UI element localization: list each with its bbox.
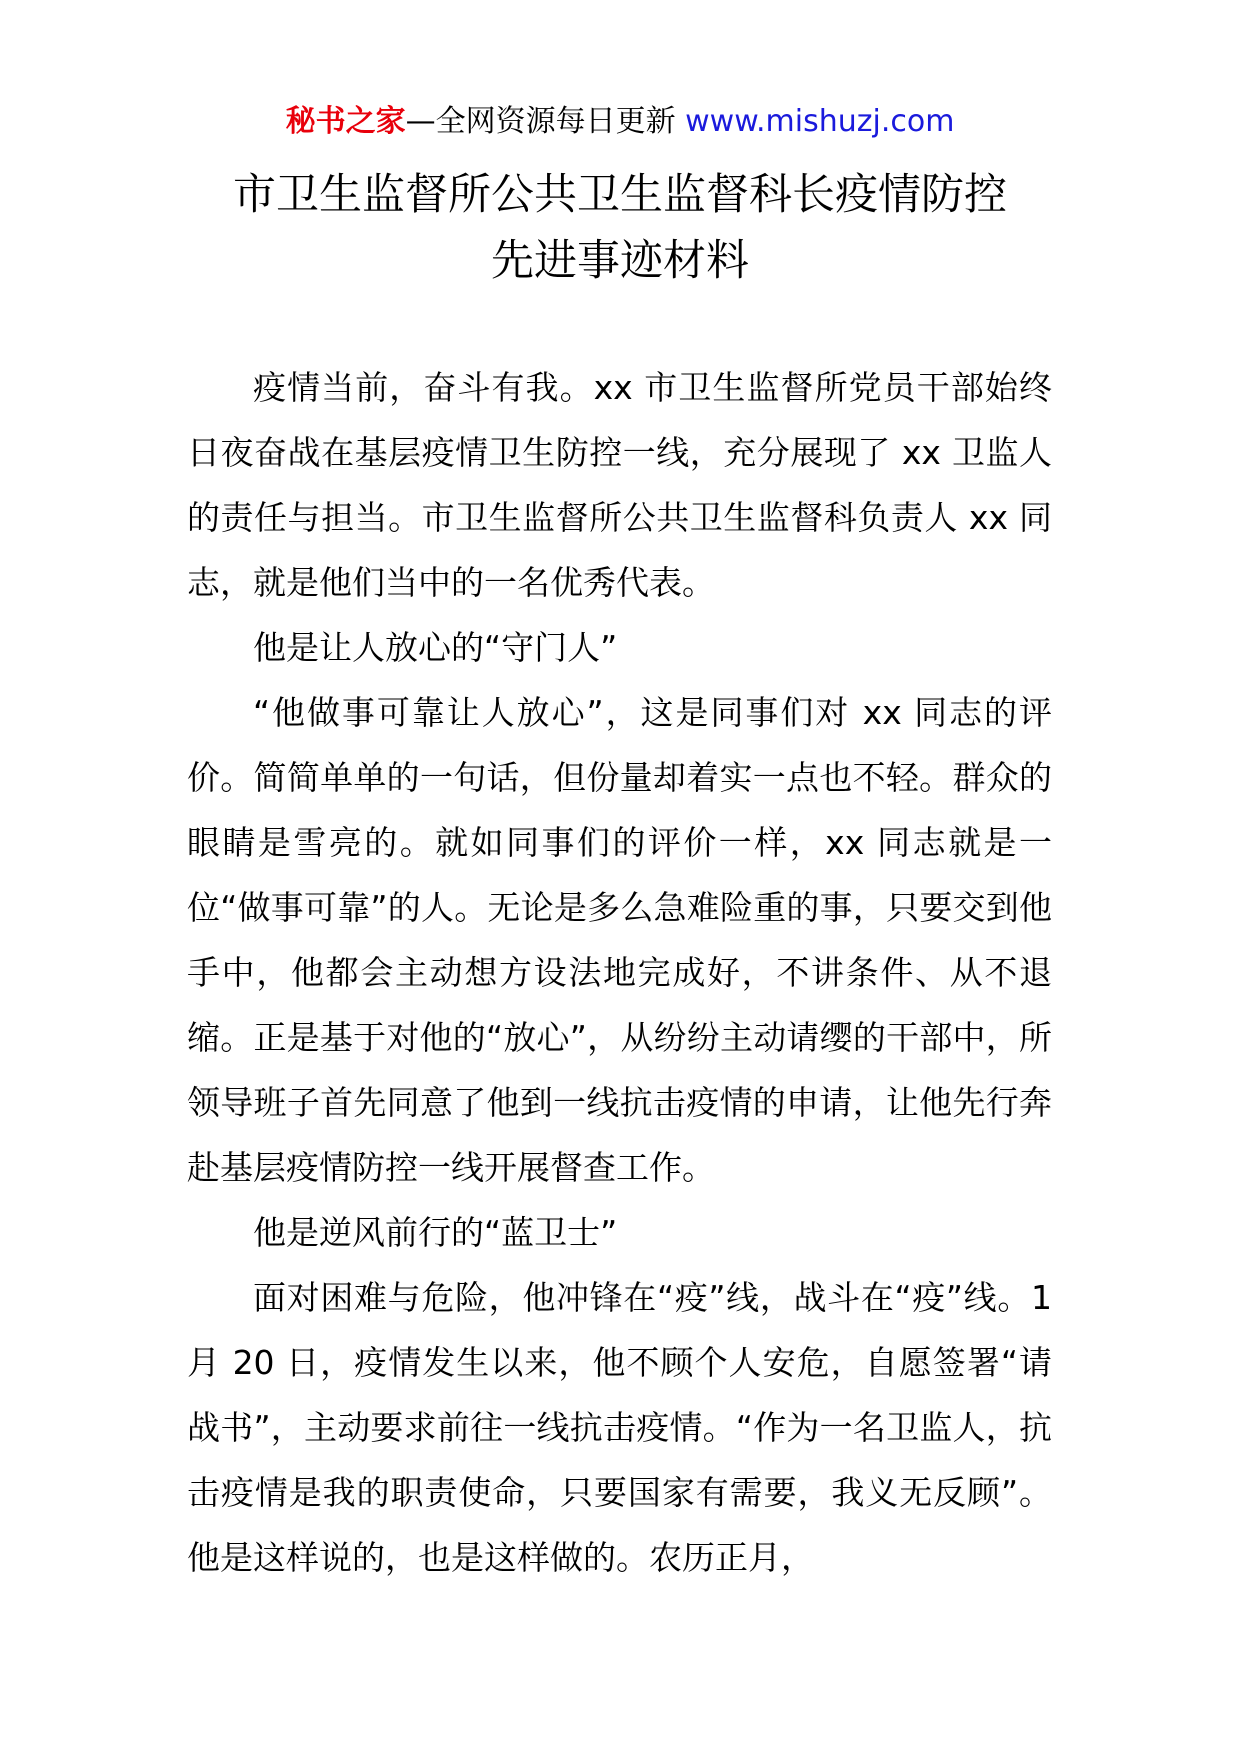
paragraph-blue-guard: 面对困难与危险，他冲锋在“疫”线，战斗在“疫”线。1 月 20 日，疫情发生以来，他不顾个人安危，自愿签署“请战书”，主动要求前往一线抗击疫情。“作为一名卫监人，抗击疫情是我的职责使命，只要国家有需要，我义无反顾”。他是这样说的，也是这样做的。农历正月，	[187, 1278, 1052, 1577]
document-title	[0, 162, 1240, 294]
site-brand: 秘书之家	[285, 104, 406, 139]
section-heading-blue-guard: 他是逆风前行的“蓝卫士”	[253, 1213, 618, 1252]
paragraph-intro: 疫情当前，奋斗有我。xx 市卫生监督所党员干部始终日夜奋战在基层疫情卫生防控一线，充分展现了 xx 卫监人的责任与担当。市卫生监督所公共卫生监督科负责人 xx 同志，就是他们当中的一名优秀代表。	[187, 368, 1052, 602]
site-header	[0, 100, 1240, 144]
document-title-line-2: 先进事迹材料	[491, 236, 749, 286]
document-body	[187, 355, 1052, 1590]
site-url-link[interactable]: www.mishuzj.com	[685, 104, 955, 139]
document-title-line-1: 市卫生监督所公共卫生监督科长疫情防控	[233, 170, 1007, 220]
section-heading-gatekeeper: 他是让人放心的“守门人”	[253, 628, 618, 667]
paragraph-gatekeeper: “他做事可靠让人放心”，这是同事们对 xx 同志的评价。简简单单的一句话，但份量却着实一点也不轻。群众的眼睛是雪亮的。就如同事们的评价一样，xx 同志就是一位“做事可靠”的人。无论是多么急难险重的事，只要交到他手中，他都会主动想方设法地完成好，不讲条件、从不退缩。正是基于对他的“放心”，从纷纷主动请缨的干部中，所领导班子首先同意了他到一线抗击疫情的申请，让他先行奔赴基层疫情防控一线开展督查工作。	[187, 693, 1052, 1187]
site-tagline: —全网资源每日更新	[405, 104, 686, 139]
